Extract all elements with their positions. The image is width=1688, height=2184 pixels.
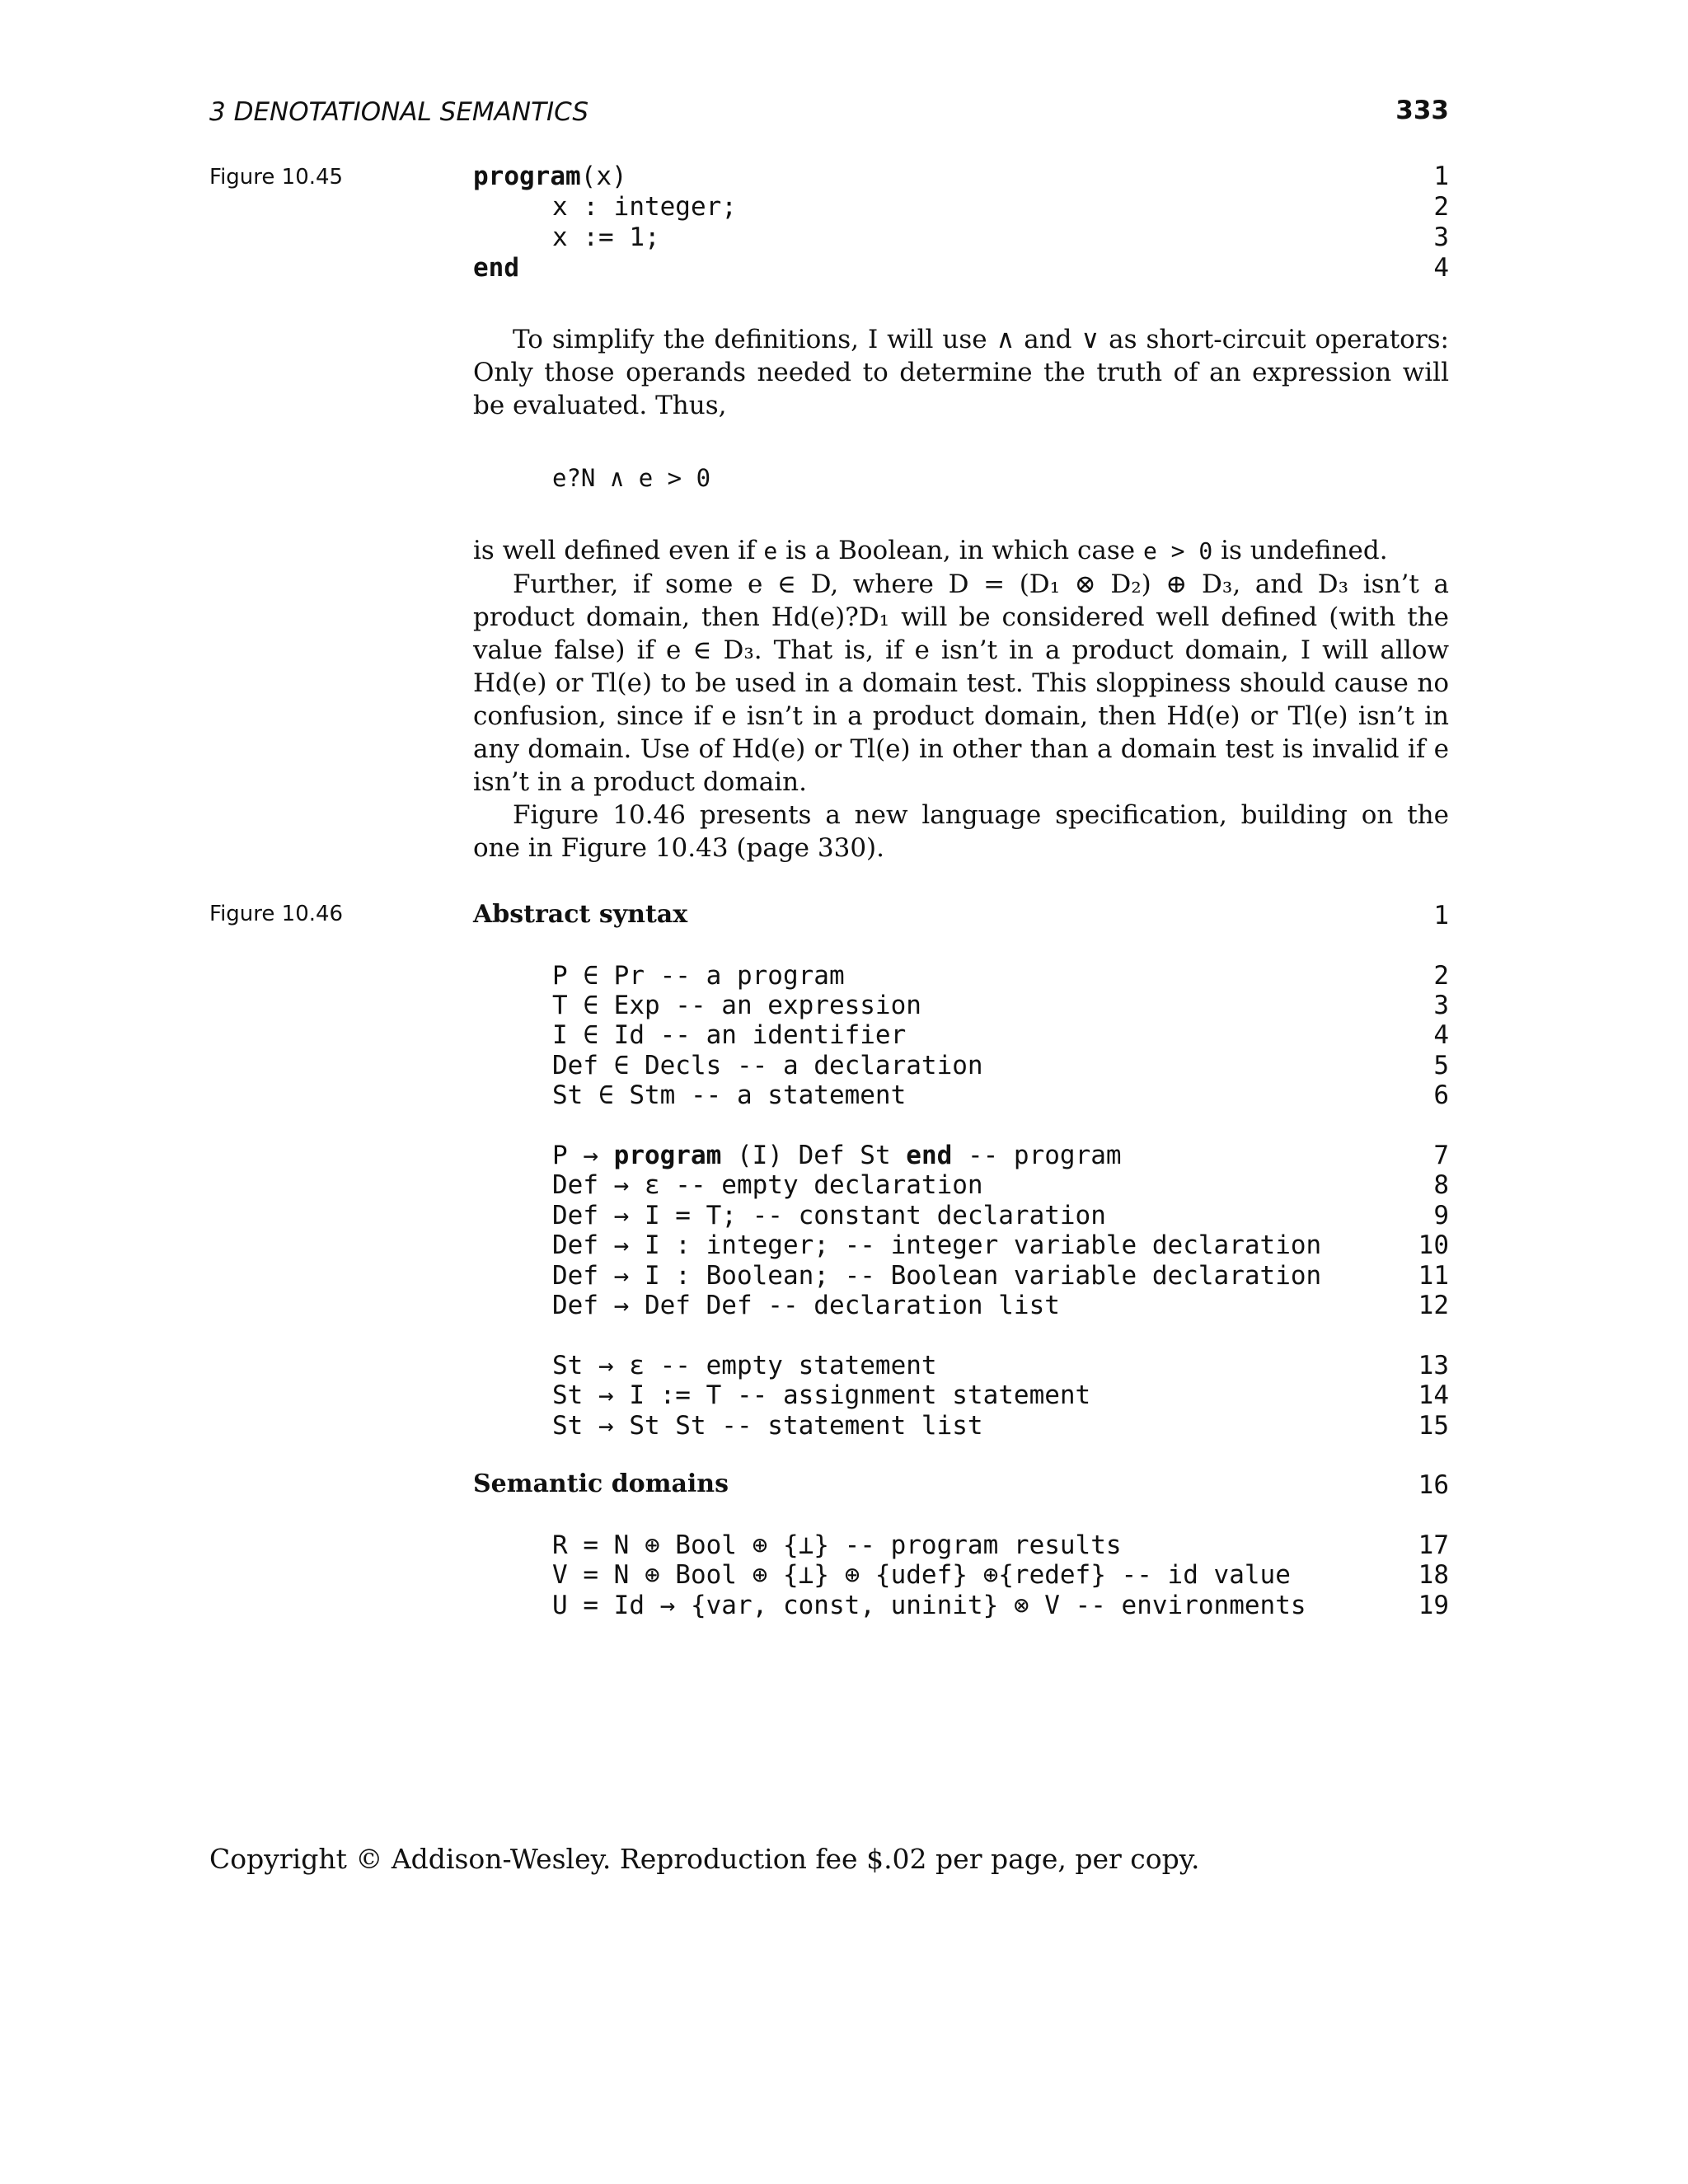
syntax-def: Def ∈ Decls -- a declaration (552, 1051, 983, 1080)
domain-def: R = N ⊕ Bool ⊕ {⊥} -- program results (552, 1530, 1122, 1560)
line-number: 1 (1433, 901, 1449, 930)
domain-def: U = Id → {var, const, uninit} ⊗ V -- environments (552, 1591, 1306, 1620)
line-number: 7 (1433, 1141, 1449, 1170)
line-number: 3 (1433, 223, 1449, 252)
inline-code: e (763, 537, 778, 565)
statement-rule: St → St St -- statement list (552, 1411, 983, 1441)
text-run: is well defined even if (473, 536, 764, 565)
line-number: 1 (1433, 162, 1449, 191)
syntax-def: P ∈ Pr -- a program (552, 961, 845, 991)
line-number: 18 (1418, 1560, 1449, 1590)
keyword-end: end (473, 253, 519, 283)
code-line (473, 253, 519, 283)
running-header (209, 92, 1449, 134)
line-number: 15 (1418, 1411, 1449, 1441)
example-expression: e?N ∧ e > 0 (552, 464, 711, 492)
paragraph-text (473, 534, 1449, 568)
line-number: 16 (1418, 1470, 1449, 1500)
grammar-rule: Def → ε -- empty declaration (552, 1170, 983, 1200)
line-number: 19 (1418, 1591, 1449, 1620)
line-number: 11 (1418, 1261, 1449, 1291)
rule-text: (I) Def St (721, 1141, 907, 1170)
grammar-rule (552, 1141, 1122, 1170)
line-number: 12 (1418, 1291, 1449, 1320)
grammar-rule: Def → I : integer; -- integer variable declaration (552, 1230, 1322, 1260)
code-line (473, 162, 627, 191)
paragraph-text: Further, if some e ∈ D, where D = (D₁ ⊗ D₂) ⊕ D₃, and D₃ isn’t a product domain, then Hd(e)?D₁ will be considered well defined (with the value false) if e ∈ D₃. That is, if e isn’t in a product domain, I will allow Hd(e) or Tl(e) to be used in a domain test. This sloppiness should cause no confusion, since if e isn’t in a product domain, then Hd(e) or Tl(e) isn’t in any domain. Use of Hd(e) or Tl(e) in other than a domain test is invalid if e isn’t in a product domain. (473, 569, 1449, 797)
grammar-rule: Def → I : Boolean; -- Boolean variable declaration (552, 1261, 1322, 1291)
section-heading: Abstract syntax (473, 900, 688, 929)
line-number: 2 (1433, 192, 1449, 222)
line-number: 5 (1433, 1051, 1449, 1080)
grammar-rule: Def → I = T; -- constant declaration (552, 1201, 1106, 1230)
line-number: 13 (1418, 1351, 1449, 1380)
line-number: 2 (1433, 961, 1449, 991)
syntax-def: I ∈ Id -- an identifier (552, 1020, 907, 1050)
syntax-def: St ∈ Stm -- a statement (552, 1080, 907, 1110)
line-number: 6 (1433, 1080, 1449, 1110)
body-paragraphs (473, 534, 1449, 865)
line-number: 4 (1433, 253, 1449, 283)
line-number: 10 (1418, 1230, 1449, 1260)
keyword-program: program (473, 162, 581, 191)
figure-label: Figure 10.45 (209, 165, 344, 190)
chapter-title: 3 DENOTATIONAL SEMANTICS (209, 97, 589, 127)
code-line: x := 1; (552, 223, 660, 252)
section-heading: Semantic domains (473, 1469, 729, 1498)
statement-rule: St → ε -- empty statement (552, 1351, 937, 1380)
text-run: is undefined. (1212, 536, 1388, 565)
grammar-rule: Def → Def Def -- declaration list (552, 1291, 1060, 1320)
keyword-end: end (906, 1141, 953, 1170)
syntax-def: T ∈ Exp -- an expression (552, 991, 921, 1020)
text-run: is a Boolean, in which case (777, 536, 1143, 565)
paragraph-text: Figure 10.46 presents a new language specification, building on the one in Figure 10.43 (page 330). (473, 800, 1449, 863)
page-number: 333 (1395, 96, 1449, 125)
figure-label: Figure 10.46 (209, 902, 344, 926)
rule-text: P → (552, 1141, 614, 1170)
domain-def: V = N ⊕ Bool ⊕ {⊥} ⊕ {udef} ⊕{redef} -- id value (552, 1560, 1291, 1590)
line-number: 9 (1433, 1201, 1449, 1230)
line-number: 17 (1418, 1530, 1449, 1560)
keyword-program: program (613, 1141, 722, 1170)
body-paragraph (473, 323, 1449, 422)
code-text: (x) (580, 162, 627, 191)
inline-code: e > 0 (1142, 537, 1213, 565)
statement-rule: St → I := T -- assignment statement (552, 1380, 1091, 1410)
code-line: x : integer; (552, 192, 737, 222)
line-number: 3 (1433, 991, 1449, 1020)
paragraph-text: To simplify the definitions, I will use ∧ and ∨ as short-circuit operators: Only those operands needed to determine the truth of an expression will be evaluated. Thus, (473, 325, 1449, 420)
line-number: 4 (1433, 1020, 1449, 1050)
line-number: 8 (1433, 1170, 1449, 1200)
copyright-notice: Copyright © Addison-Wesley. Reproduction fee $.02 per page, per copy. (209, 1843, 1200, 1875)
rule-text: -- program (952, 1141, 1122, 1170)
line-number: 14 (1418, 1380, 1449, 1410)
